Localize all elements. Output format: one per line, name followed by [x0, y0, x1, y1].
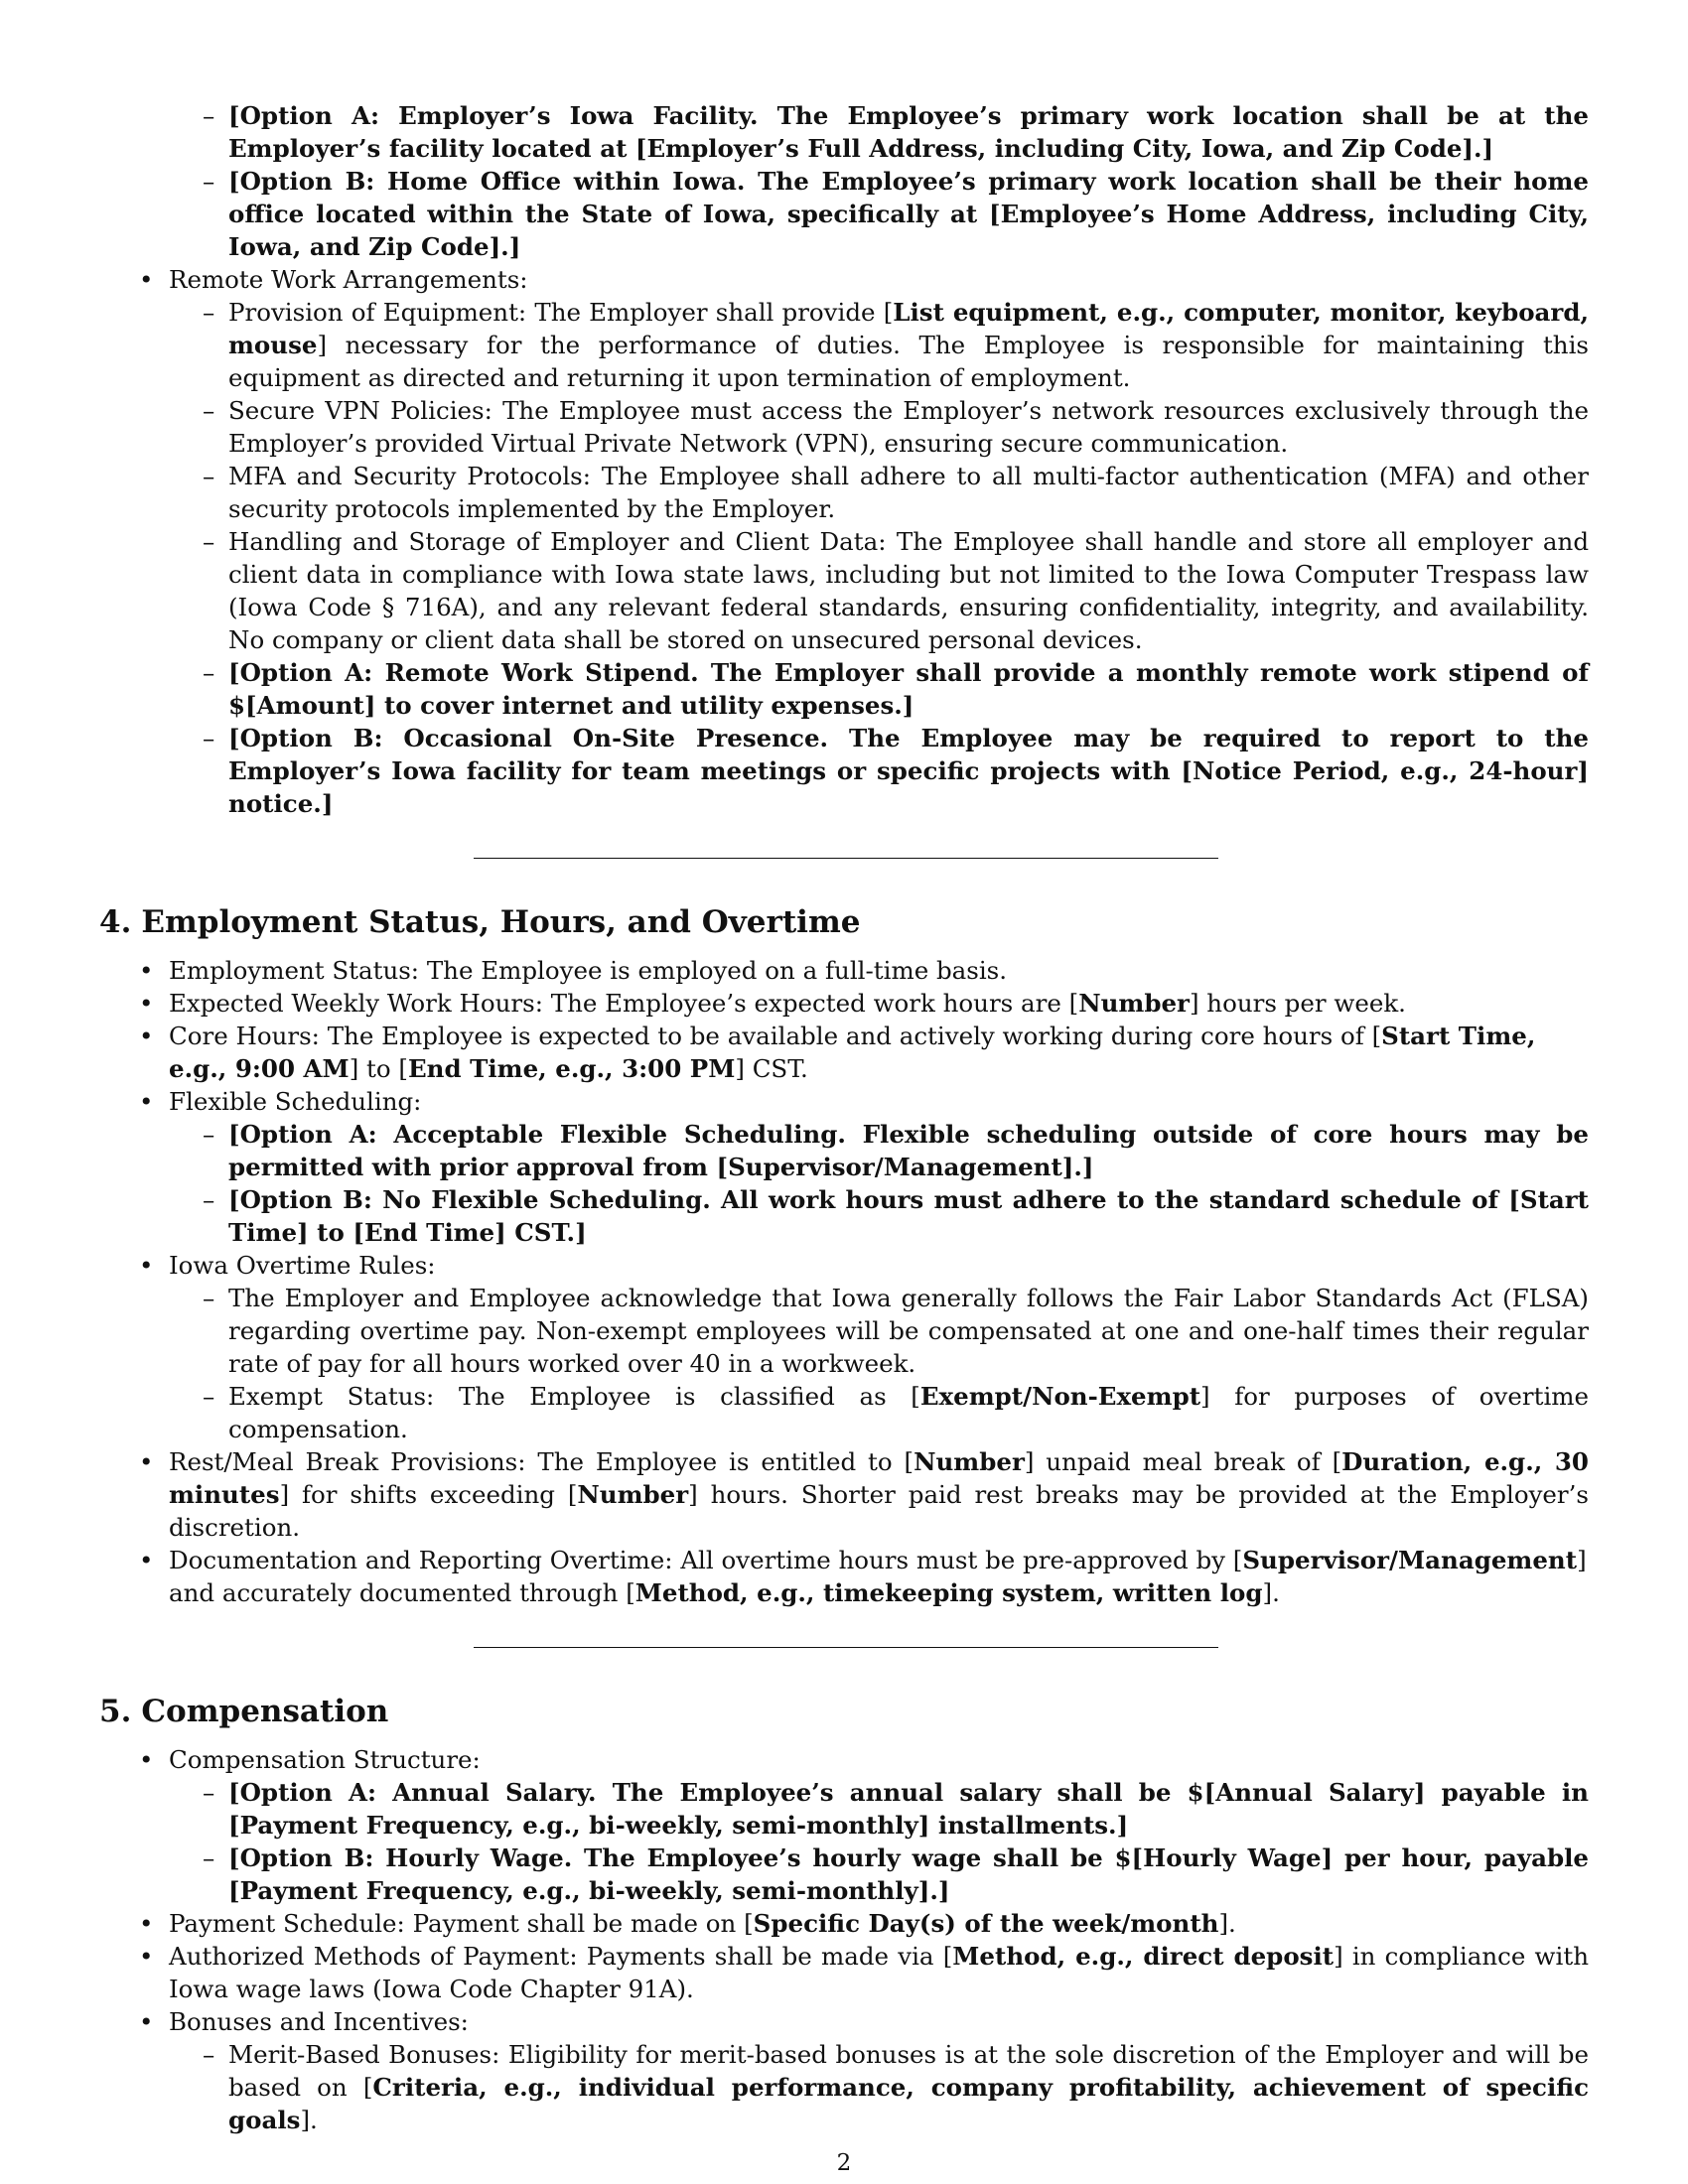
section-divider — [474, 1647, 1218, 1648]
mfa-item: – MFA and Security Protocols: The Employee shall adhere to all multi-factor authentication (MFA) and other security protocols implemented by the Employer. — [169, 460, 1589, 525]
vpn-item: – Secure VPN Policies: The Employee must access the Employer’s network resources exclusively through the Employer’s provided Virtual Private Network (VPN), ensuring secure communication. — [169, 394, 1589, 460]
salary-option: – [Option A: Annual Salary. The Employee’s annual salary shall be $[Annual Salary] payable in [Payment Frequency, e.g., bi-weekly, semi-monthly] installments.] — [169, 1776, 1589, 1842]
location-option-a: – [Option A: Employer’s Iowa Facility. The Employee’s primary work location shall be at the Employer’s facility located at [Employer’s Full Address, including City, Iowa, and Zip Code].] — [99, 99, 1589, 165]
work-location-options — [99, 99, 1589, 263]
payment-schedule-item: • Payment Schedule: Payment shall be made on [Specific Day(s) of the week/month]. — [99, 1907, 1589, 1940]
equipment-item: – Provision of Equipment: The Employer shall provide [List equipment, e.g., computer, monitor, keyboard, mouse] necessary for the performance of duties. The Employee is responsible for maintaining this equipment as directed and returning it upon termination of employment. — [169, 296, 1589, 394]
bonuses-sublist — [169, 2038, 1589, 2136]
hourly-option: – [Option B: Hourly Wage. The Employee’s hourly wage shall be $[Hourly Wage] per hour, payable [Payment Frequency, e.g., bi-weekly, semi-monthly].] — [169, 1842, 1589, 1907]
flexible-scheduling-sublist — [169, 1118, 1589, 1249]
flex-option-a: – [Option A: Acceptable Flexible Scheduling. Flexible scheduling outside of core hours may be permitted with prior approval from [Supervisor/Management].] — [169, 1118, 1589, 1183]
flexible-scheduling-item: • Flexible Scheduling: – [Option A: Acceptable Flexible Scheduling. Flexible scheduling outside of core hours may be permitted with prior approval from [Supervisor/Management].] – [Option B: No Flexible Scheduling. All work hours must adhere to the standard schedule of [Start Time] to [End Time] CST.] — [99, 1085, 1589, 1249]
page-number: 2 — [836, 2150, 852, 2176]
compensation-structure-item: • Compensation Structure: – [Option A: Annual Salary. The Employee’s annual salary shall be $[Annual Salary] payable in [Payment Frequency, e.g., bi-weekly, semi-monthly] installments.] – [Option B: Hourly Wage. The Employee’s hourly wage shall be $[Hourly Wage] per hour, payable [Payment Frequency, e.g., bi-weekly, semi-monthly].] — [99, 1743, 1589, 1907]
onsite-option: – [Option B: Occasional On-Site Presence. The Employee may be required to report to the Employer’s Iowa facility for team meetings or specific projects with [Notice Period, e.g., 24-hour] notice.] — [169, 722, 1589, 820]
remote-work-sublist — [169, 296, 1589, 820]
page-content — [99, 99, 1589, 2136]
remote-work-label: Remote Work Arrangements: — [169, 265, 528, 294]
stipend-option: – [Option A: Remote Work Stipend. The Employer shall provide a monthly remote work stipend of $[Amount] to cover internet and utility expenses.] — [169, 656, 1589, 722]
weekly-hours-item: • Expected Weekly Work Hours: The Employee’s expected work hours are [Number] hours per week. — [99, 987, 1589, 1020]
payment-methods-item: • Authorized Methods of Payment: Payments shall be made via [Method, e.g., direct deposit] in compliance with Iowa wage laws (Iowa Code Chapter 91A). — [99, 1940, 1589, 2005]
location-option-b: – [Option B: Home Office within Iowa. The Employee’s primary work location shall be their home office located within the State of Iowa, specifically at [Employee’s Home Address, including City, Iowa, and Zip Code].] — [99, 165, 1589, 263]
remote-work-list — [99, 263, 1589, 820]
section-divider — [474, 858, 1218, 859]
section-5-list — [99, 1743, 1589, 2136]
flex-option-b: – [Option B: No Flexible Scheduling. All work hours must adhere to the standard schedule of [Start Time] to [End Time] CST.] — [169, 1183, 1589, 1249]
employment-status-item: • Employment Status: The Employee is employed on a full-time basis. — [99, 954, 1589, 987]
data-handling-item: – Handling and Storage of Employer and Client Data: The Employee shall handle and store all employer and client data in compliance with Iowa state laws, including but not limited to the Iowa Computer Trespass law (Iowa Code § 716A), and any relevant federal standards, ensuring confidentiality, integrity, and availability. No company or client data shall be stored on unsecured personal devices. — [169, 525, 1589, 656]
section-4-heading: 4. Employment Status, Hours, and Overtime — [99, 904, 861, 940]
remote-work-item — [99, 263, 1589, 820]
overtime-rules-item: • Iowa Overtime Rules: – The Employer and Employee acknowledge that Iowa generally follows the Fair Labor Standards Act (FLSA) regarding overtime pay. Non-exempt employees will be compensated at one and one-half times their regular rate of pay for all hours worked over 40 in a workweek. – Exempt Status: The Employee is classified as [Exempt/Non-Exempt] for purposes of overtime compensation. — [99, 1249, 1589, 1445]
compensation-structure-sublist — [169, 1776, 1589, 1907]
overtime-sublist — [169, 1282, 1589, 1445]
overtime-documentation-item: • Documentation and Reporting Overtime: All overtime hours must be pre-approved by [Supervisor/Management] and accurately documented through [Method, e.g., timekeeping system, written log]. — [99, 1544, 1589, 1609]
section-5-heading: 5. Compensation — [99, 1694, 389, 1729]
core-hours-item: • Core Hours: The Employee is expected to be available and actively working during core hours of [Start Time, e.g., 9:00 AM] to [End Time, e.g., 3:00 PM] CST. — [99, 1020, 1589, 1085]
flsa-item: – The Employer and Employee acknowledge that Iowa generally follows the Fair Labor Standards Act (FLSA) regarding overtime pay. Non-exempt employees will be compensated at one and one-half times their regular rate of pay for all hours worked over 40 in a workweek. — [169, 1282, 1589, 1380]
bonuses-item: • Bonuses and Incentives: – Merit-Based Bonuses: Eligibility for merit-based bonuses is at the sole discretion of the Employer and will be based on [Criteria, e.g., individual performance, company profitability, achievement of specific goals]. — [99, 2005, 1589, 2136]
section-4-list — [99, 954, 1589, 1609]
rest-break-item: • Rest/Meal Break Provisions: The Employee is entitled to [Number] unpaid meal break of [Duration, e.g., 30 minutes] for shifts exceeding [Number] hours. Shorter paid rest breaks may be provided at the Employer’s discretion. — [99, 1445, 1589, 1544]
merit-bonus-item: – Merit-Based Bonuses: Eligibility for merit-based bonuses is at the sole discretion of the Employer and will be based on [Criteria, e.g., individual performance, company profitability, achievement of specific goals]. — [169, 2038, 1589, 2136]
exempt-status-item: – Exempt Status: The Employee is classified as [Exempt/Non-Exempt] for purposes of overtime compensation. — [169, 1380, 1589, 1445]
